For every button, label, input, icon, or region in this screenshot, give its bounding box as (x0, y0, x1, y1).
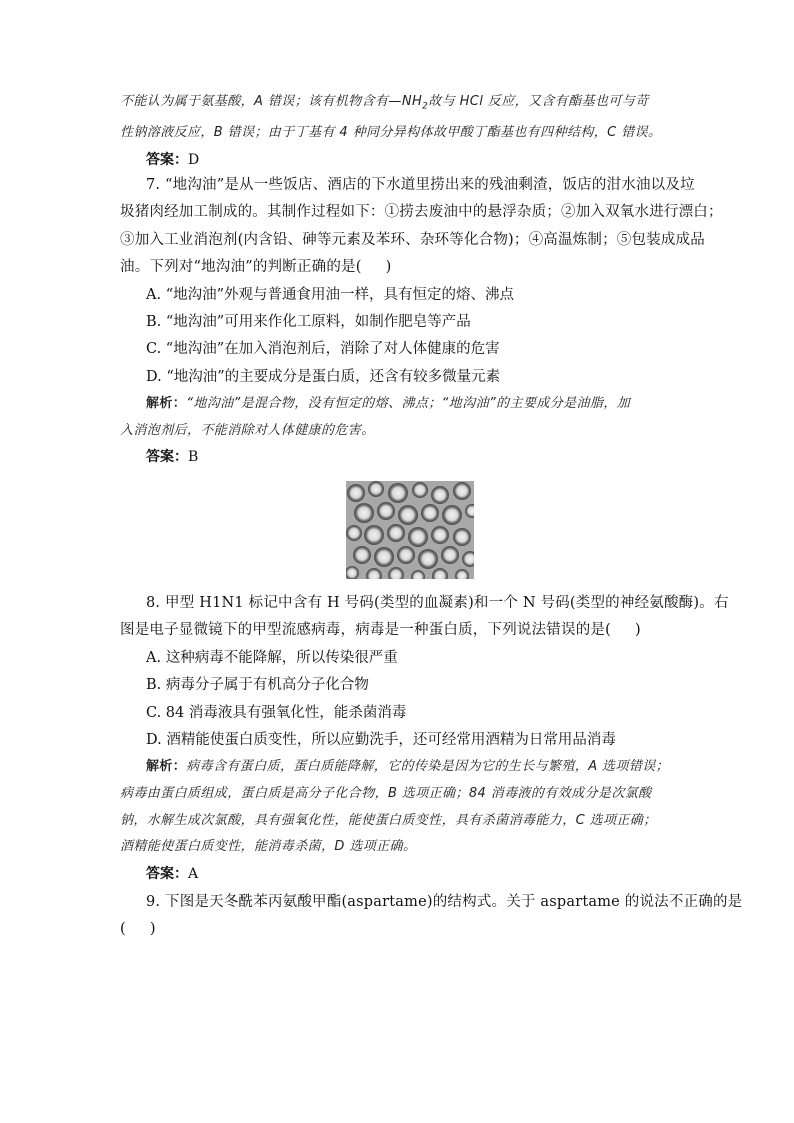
question-7 (120, 172, 723, 471)
q7-stem-line2: 圾猪肉经加工制成的。其制作过程如下：①捞去废油中的悬浮杂质；②加入双氧水进行漂白； (120, 204, 723, 221)
q8-explain-line3: 钠，水解生成次氯酸，具有强氧化性，能使蛋白质变性，具有杀菌消毒能力，C 选项正确； (120, 812, 657, 828)
q7-option-c: C. “地沟油”在加入消泡剂后，消除了对人体健康的危害 (146, 341, 500, 358)
q6-answer: 答案：D (146, 151, 200, 168)
q8-stem-line1: 8. 甲型 H1N1 标记中含有 H 号码(类型的血凝素)和一个 N 号码(类型的神经氨酸酶)。右 (146, 595, 729, 611)
q8-option-b: B. 病毒分子属于有机高分子化合物 (146, 677, 369, 694)
q7-stem-line1: 7. “地沟油”是从一些饭店、酒店的下水道里捞出来的残油剩渣，饭店的泔水油以及垃 (146, 177, 695, 193)
q9-stem-line1: 9. 下图是天冬酰苯丙氨酸甲酯(aspartame)的结构式。关于 aspartame 的说法不正确的是 (146, 894, 743, 910)
q7-option-b: B. “地沟油”可用来作化工原料，如制作肥皂等产品 (146, 314, 471, 331)
q6-explain-line2: 性钠溶液反应，B 错误；由于丁基有 4 种同分异构体故甲酸丁酯基也有四种结构，C 错误。 (120, 125, 662, 141)
q8-explain-line4: 酒精能使蛋白质变性，能消毒杀菌，D 选项正确。 (120, 839, 417, 855)
question-8 (120, 590, 729, 888)
q8-stem-line2: 图是电子显微镜下的甲型流感病毒，病毒是一种蛋白质，下列说法错误的是( ) (120, 622, 641, 639)
q8-explain-line2: 病毒由蛋白质组成，蛋白质是高分子化合物，B 选项正确；84 消毒液的有效成分是次氯酸 (120, 786, 652, 802)
virus-micrograph-image (346, 481, 474, 579)
q8-explain-line1: 解析：病毒含有蛋白质，蛋白质能降解，它的传染是因为它的生长与繁殖，A 选项错误； (146, 759, 670, 775)
q7-explain-line1: 解析：“地沟油”是混合物，没有恒定的熔、沸点；“地沟油”的主要成分是油脂，加 (146, 396, 631, 412)
q9-stem-line2: ( ) (120, 921, 156, 938)
q7-option-d: D. “地沟油”的主要成分是蛋白质，还含有较多微量元素 (146, 368, 501, 385)
q6-explanation-tail (120, 89, 680, 174)
q7-option-a: A. “地沟油”外观与普通食用油一样，具有恒定的熔、沸点 (146, 286, 515, 303)
q6-explain-line1: 不能认为属于氨基酸，A 错误；该有机物含有$—NH_2$故与 HCl 反应，又含有酯基也可与苛 (120, 94, 649, 112)
q8-option-a: A. 这种病毒不能降解，所以传染很严重 (146, 649, 398, 666)
q8-answer: 答案：A (146, 865, 199, 882)
q7-explain-line2: 入消泡剂后，不能消除对人体健康的危害。 (120, 422, 375, 438)
q8-option-c: C. 84 消毒液具有强氧化性，能杀菌消毒 (146, 704, 407, 721)
q7-stem-line4: 油。下列对“地沟油”的判断正确的是( ) (120, 259, 392, 276)
virus-micrograph-svg (346, 481, 474, 579)
q7-answer: 答案：B (146, 449, 199, 466)
question-9 (120, 889, 743, 944)
q8-option-d: D. 酒精能使蛋白质变性，所以应勤洗手，还可经常用酒精为日常用品消毒 (146, 732, 616, 749)
q7-stem-line3: ③加入工业消泡剂(内含铅、砷等元素及苯环、杂环等化合物)；④高温炼制；⑤包装成成品 (120, 231, 706, 248)
